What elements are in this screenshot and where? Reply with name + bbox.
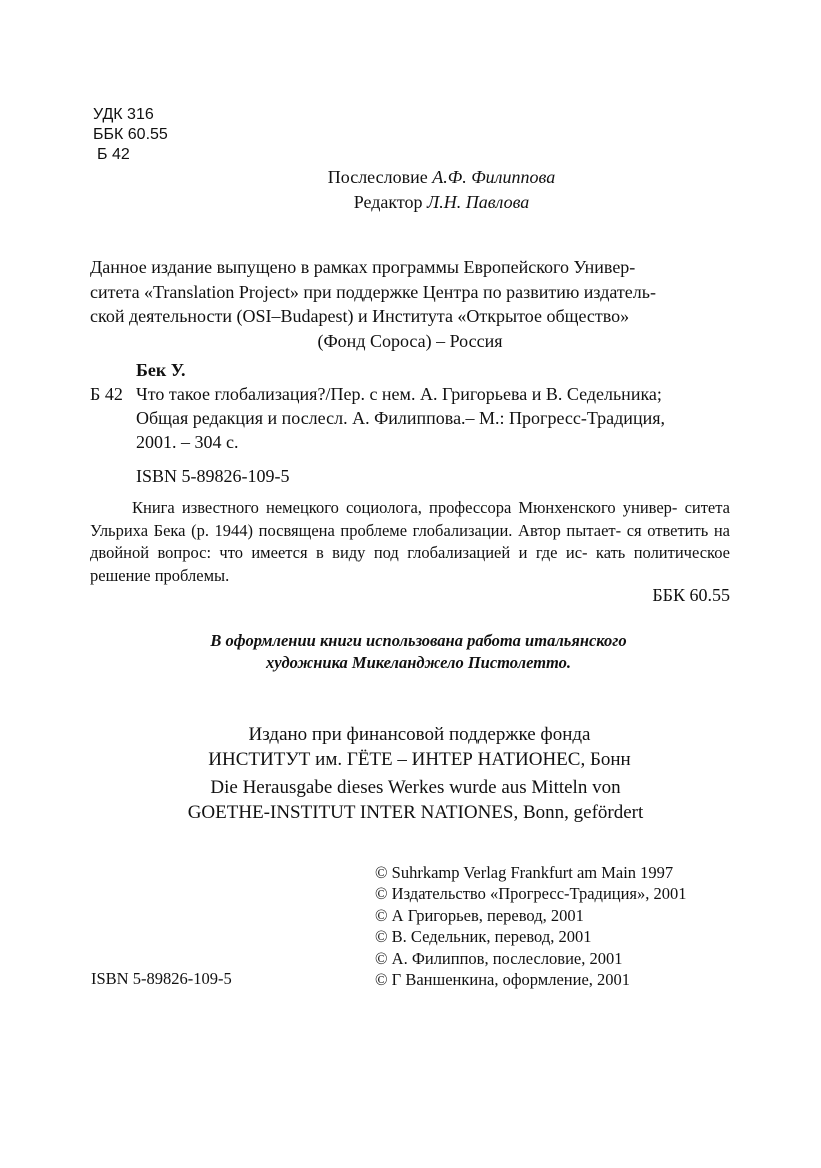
isbn-bottom: ISBN 5-89826-109-5 — [91, 969, 232, 988]
record-description — [90, 382, 730, 454]
design-credit-line: В оформлении книги использована работа итальянского — [210, 631, 627, 650]
classification-codes — [93, 105, 168, 165]
bibliographic-record — [90, 358, 730, 488]
annotation-line: ся ответить на двойной вопрос: что имеется в виду под глобализацией и где ис- — [90, 520, 730, 562]
funding-de-line: Die Herausgabe dieses Werkes wurde aus Mitteln von — [210, 777, 621, 798]
bbk-code: ББК 60.55 — [93, 126, 168, 143]
editor-label: Редактор — [353, 192, 428, 212]
description-line: Общая редакция и послесл. А. Филиппова.– М.: Прогресс-Традиция, — [136, 408, 665, 428]
funding-ru-line: ИНСТИТУТ им. ГЁТЕ – ИНТЕР НАТИОНЕС, Бонн — [208, 749, 631, 770]
copyright-line: © А Григорьев, перевод, 2001 — [375, 905, 584, 925]
credits-block — [0, 165, 821, 215]
record-index: Б 42 — [90, 384, 123, 404]
copyright-line: © А. Филиппов, послесловие, 2001 — [375, 948, 623, 968]
design-credit — [0, 630, 821, 674]
description-line: 2001. – 304 с. — [136, 432, 239, 452]
afterword-line — [0, 165, 821, 190]
funding-ru-line: Издано при финансовой поддержке фонда — [248, 724, 591, 745]
record-isbn: ISBN 5-89826-109-5 — [136, 466, 290, 486]
record-author: Бек У. — [136, 360, 186, 380]
record-description-text — [136, 382, 730, 454]
program-line: ской деятельности (OSI–Budapest) и Института «Открытое общество» — [90, 306, 630, 326]
program-notice — [90, 255, 730, 353]
udk-code: УДК 316 — [93, 106, 154, 123]
copyright-line: © Издательство «Прогресс-Традиция», 2001 — [375, 884, 687, 904]
copyright-line: © Г Ваншенкина, оформление, 2001 — [375, 970, 631, 990]
annotation-line: ситета Ульриха Бека (р. 1944) посвящена проблеме глобализации. Автор пытает- — [90, 498, 730, 540]
annotation-line: кать политическое решение проблемы. — [90, 543, 730, 585]
program-line: ситета «Translation Project» при поддержке Центра по развитию издатель- — [90, 281, 656, 302]
copyright-notices — [375, 862, 687, 990]
editor-line — [0, 190, 821, 215]
design-credit-line: художника Микеланджело Пистолетто. — [265, 653, 572, 672]
author-index-code: Б 42 — [97, 146, 130, 163]
afterword-label: Послесловие — [327, 167, 433, 187]
funding-notice-de — [0, 775, 821, 825]
program-line: Данное издание выпущено в рамках программы Европейского Универ- — [90, 257, 636, 277]
annotation-line: Книга известного немецкого социолога, профессора Мюнхенского универ- — [132, 498, 678, 517]
afterword-author: А.Ф. Филиппова — [432, 167, 556, 187]
program-line: (Фонд Сороса) – Россия — [317, 330, 503, 351]
funding-de-line: GOETHE-INSTITUT INTER NATIONES, Bonn, gefördert — [187, 802, 644, 823]
description-line: Что такое глобализация?/Пер. с нем. А. Григорьева и В. Седельника; — [136, 384, 662, 404]
editor-name: Л.Н. Павлова — [427, 192, 530, 212]
annotation — [90, 497, 730, 587]
bbk-code-bottom: ББК 60.55 — [652, 585, 730, 605]
copyright-line: © Suhrkamp Verlag Frankfurt am Main 1997 — [375, 863, 674, 882]
funding-notice-ru — [0, 722, 821, 772]
copyright-line: © В. Седельник, перевод, 2001 — [375, 927, 592, 947]
